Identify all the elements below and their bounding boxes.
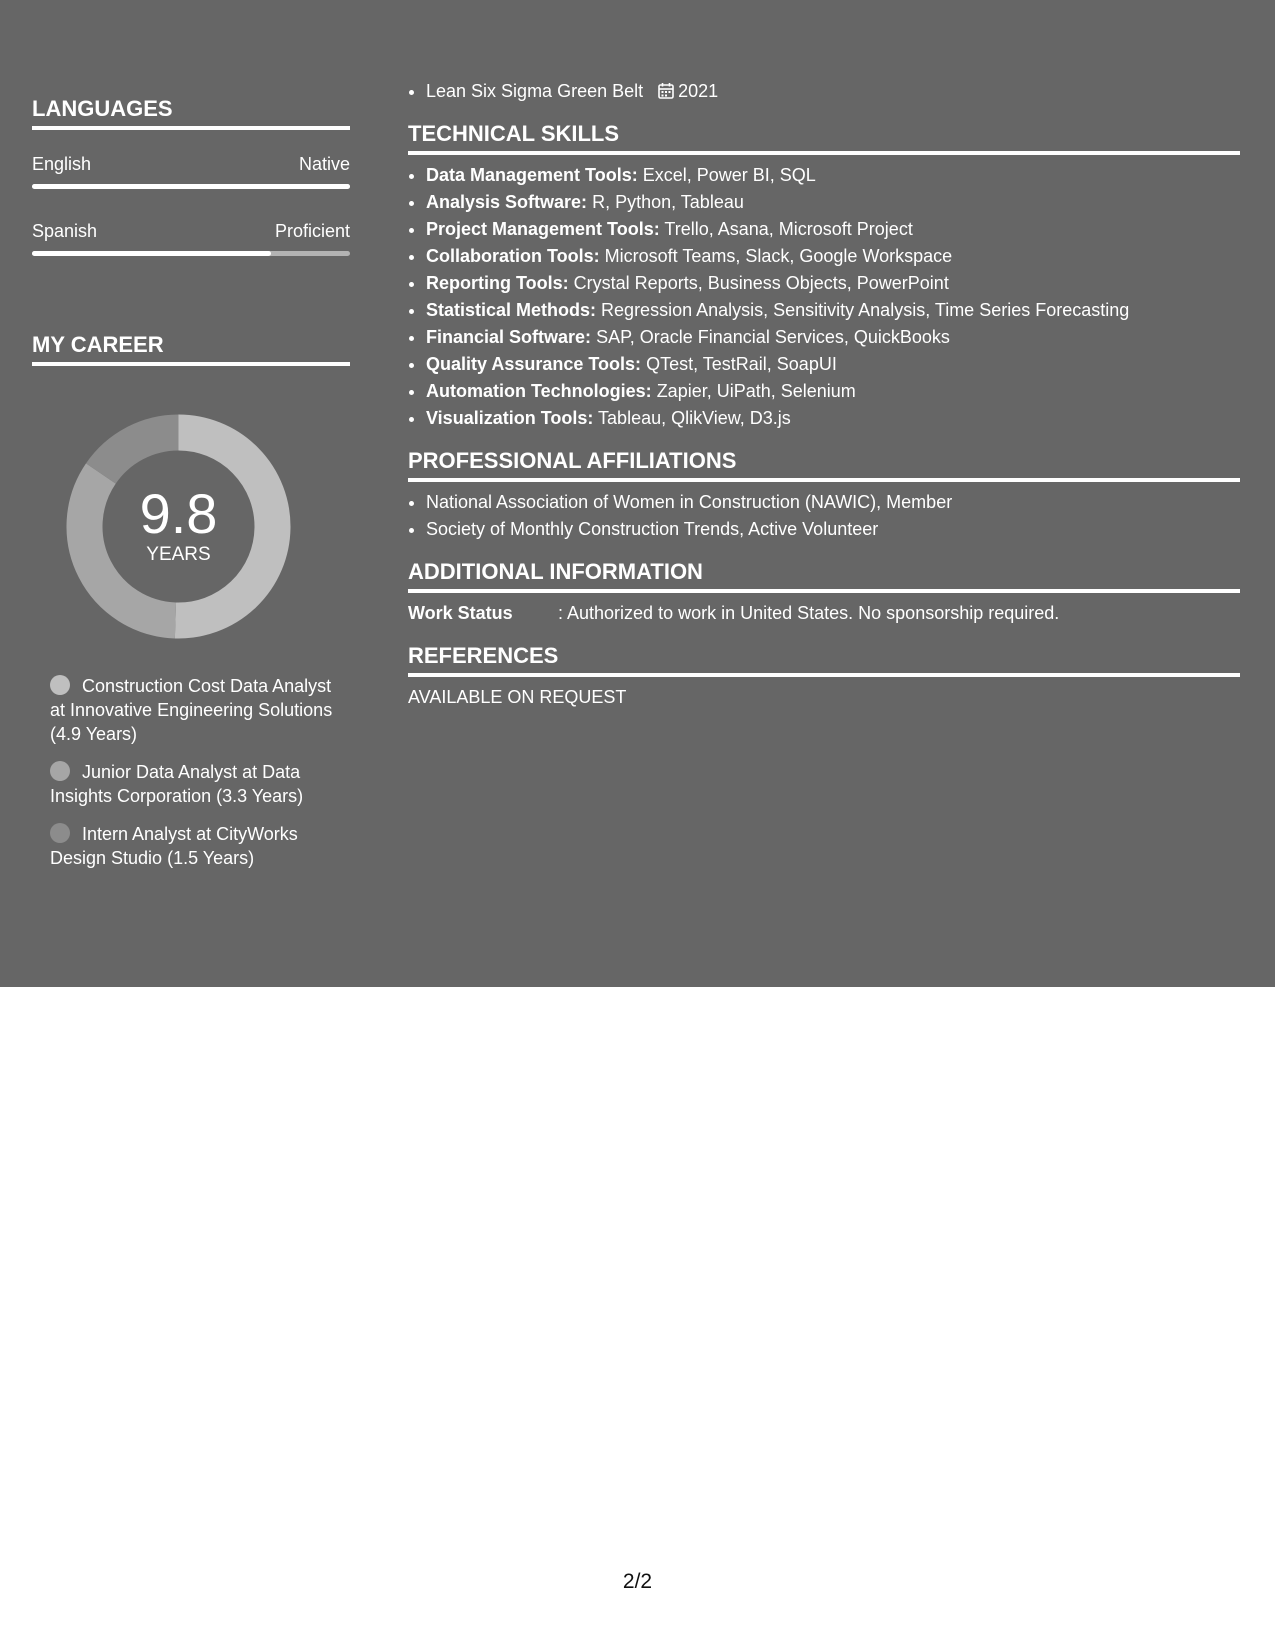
skill-label: Statistical Methods: (426, 300, 597, 320)
career-item-label: Construction Cost Data Analyst at Innovative Engineering Solutions (4.9 Years) (50, 676, 333, 744)
sidebar (32, 94, 350, 868)
certification-item (426, 78, 1240, 105)
career-item (50, 674, 340, 746)
skill-item (426, 216, 1240, 243)
skill-item (426, 297, 1240, 324)
skill-item (426, 162, 1240, 189)
skill-value: Regression Analysis, Sensitivity Analysis, Time Series Forecasting (601, 300, 1130, 320)
language-proficiency-fill (32, 184, 350, 189)
skill-label: Visualization Tools: (426, 408, 594, 428)
language-proficiency-fill (32, 251, 271, 256)
career-item (50, 760, 340, 808)
skill-item (426, 189, 1240, 216)
certification-name: Lean Six Sigma Green Belt (426, 81, 644, 101)
skill-value: Trello, Asana, Microsoft Project (664, 219, 913, 239)
page-number: 2/2 (622, 1570, 653, 1593)
skill-label: Collaboration Tools: (426, 246, 600, 266)
affiliation-item: • National Association of Women in Construction (NAWIC), Member (426, 489, 1240, 516)
skill-value: SAP, Oracle Financial Services, QuickBooks (596, 327, 950, 347)
language-name: English (32, 154, 92, 174)
affiliations-list (408, 489, 1240, 543)
skill-value: Zapier, UiPath, Selenium (656, 381, 856, 401)
language-proficiency-bar (32, 184, 350, 189)
calendar-icon (658, 82, 674, 99)
main-content (408, 78, 1240, 711)
language-level: Native (298, 154, 350, 174)
donut-segment (101, 433, 179, 474)
legend-dot-icon (50, 675, 70, 695)
language-name: Spanish (32, 221, 98, 241)
references-text: AVAILABLE ON REQUEST (408, 687, 627, 707)
work-status-row (408, 600, 1240, 627)
language-proficiency-bar (32, 251, 350, 256)
skill-item (426, 270, 1240, 297)
skill-label: Reporting Tools: (426, 273, 569, 293)
skill-item (426, 324, 1240, 351)
skill-label: Quality Assurance Tools: (426, 354, 642, 374)
career-item (50, 822, 340, 870)
skill-item (426, 405, 1240, 432)
career-donut-chart (66, 414, 291, 639)
additional-info-heading: ADDITIONAL INFORMATION (408, 557, 1240, 593)
career-heading: MY CAREER (32, 330, 350, 366)
technical-skills-heading: TECHNICAL SKILLS (408, 119, 1240, 155)
references-heading: REFERENCES (408, 641, 1240, 677)
certification-list (408, 78, 1240, 105)
skill-value: Crystal Reports, Business Objects, PowerPoint (573, 273, 949, 293)
skill-label: Financial Software: (426, 327, 592, 347)
career-item-label: Intern Analyst at CityWorks Design Studio (1.5 Years) (50, 824, 298, 868)
skill-value: Tableau, QlikView, D3.js (598, 408, 791, 428)
skill-item (426, 378, 1240, 405)
language-item-english (32, 152, 350, 189)
work-status-value: : Authorized to work in United States. No sponsorship required. (558, 603, 1060, 623)
career-item-label: Junior Data Analyst at Data Insights Corporation (3.3 Years) (50, 762, 304, 806)
career-legend (50, 674, 340, 884)
skill-label: Automation Technologies: (426, 381, 652, 401)
skill-value: Excel, Power BI, SQL (642, 165, 816, 185)
language-level: Proficient (274, 221, 350, 241)
legend-dot-icon (50, 823, 70, 843)
legend-dot-icon (50, 761, 70, 781)
language-item-spanish (32, 219, 350, 256)
affiliations-heading: PROFESSIONAL AFFILIATIONS (408, 446, 1240, 482)
certification-year: 2021 (678, 81, 719, 101)
skill-label: Data Management Tools: (426, 165, 638, 185)
work-status-label: Work Status (408, 603, 513, 623)
career-total-unit: YEARS (146, 544, 211, 565)
skill-label: Project Management Tools: (426, 219, 660, 239)
skill-item (426, 351, 1240, 378)
skill-value: QTest, TestRail, SoapUI (646, 354, 837, 374)
languages-heading: LANGUAGES (32, 94, 350, 130)
skill-value: R, Python, Tableau (592, 192, 744, 212)
skill-label: Analysis Software: (426, 192, 588, 212)
skill-item (426, 243, 1240, 270)
technical-skills-list (408, 162, 1240, 432)
affiliation-item: • Society of Monthly Construction Trends, Active Volunteer (426, 516, 1240, 543)
skill-value: Microsoft Teams, Slack, Google Workspace (604, 246, 953, 266)
career-total-years: 9.8 (139, 482, 218, 545)
